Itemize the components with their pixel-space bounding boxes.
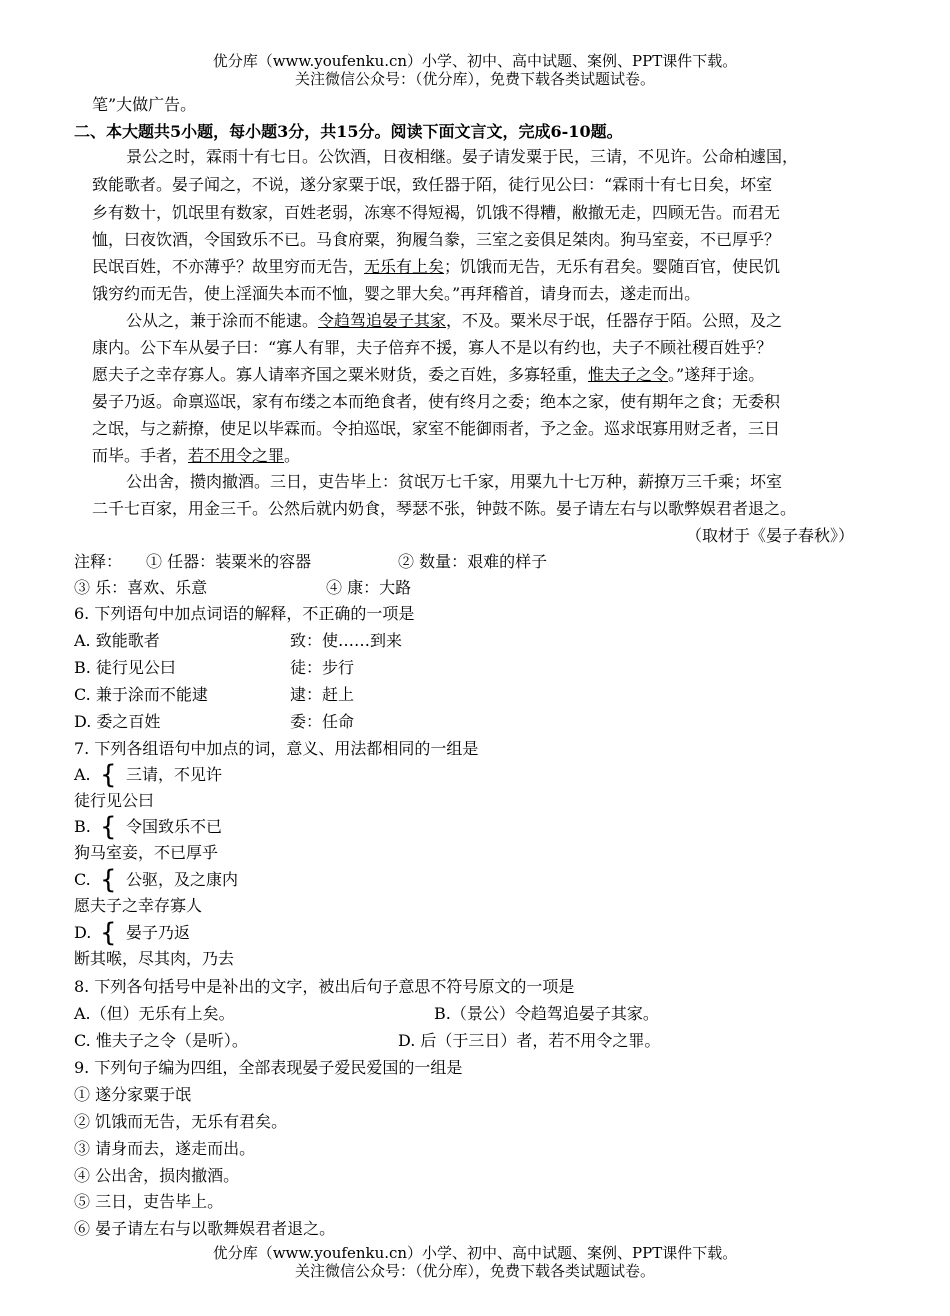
left-brace-icon: {: [100, 812, 117, 842]
passage-line: 公出舍，攒肉撤酒。三日，吏告毕上：贫氓万七千家，用粟九十七万种，薪撩万三千乘；坏室: [126, 472, 783, 491]
q7-d-sentence-1: 晏子乃返: [126, 923, 191, 942]
q7-option-a-letter: A.: [74, 765, 91, 784]
note-4: ④ 康：大路: [326, 578, 412, 597]
passage-source: （取材于《晏子春秋》）: [686, 526, 855, 545]
passage-line: [92, 365, 764, 385]
q7-stem: 7. 下列各组语句中加点的词，意义、用法都相同的一组是: [74, 739, 479, 758]
passage-line: [92, 446, 300, 466]
q7-a-sentence-1: 三请，不见许: [126, 765, 223, 784]
passage-text: 愿夫子之幸存寡人。寡人请率齐国之粟米财货，委之百姓，多寡轻重，: [92, 365, 589, 384]
footer-line-1: 优分库（www.youfenku.cn）小学、初中、高中试题、案例、PPT课件下载。: [212, 1244, 738, 1262]
q8-stem: 8. 下列各句括号中是补出的文字，被出后句子意思不符号原文的一项是: [74, 977, 575, 996]
q6-option-c: C. 兼于涂而不能逮: [74, 685, 208, 704]
passage-line: 致能歌者。晏子闻之，不说，遂分家粟于氓，致任器于陌，徒行见公曰：“霖雨十有七日矣，坏室: [92, 175, 773, 194]
passage-text: 而毕。手者，: [92, 446, 189, 465]
q7-a-sentence-2: 徒行见公曰: [74, 791, 155, 810]
passage-line: 康内。公下车从晏子曰：“寡人有罪，夫子倍弃不援，寡人不是以有约也，夫子不顾社稷百姓乎？: [92, 338, 773, 357]
q9-item-3: ③ 请身而去，遂走而出。: [74, 1139, 256, 1158]
q9-item-4: ④ 公出舍，损肉撤酒。: [74, 1166, 240, 1185]
passage-line: 晏子乃返。命禀巡氓，家有布缕之本而绝食者，使有终月之委；绝本之家，使有期年之食；无委积: [92, 392, 781, 411]
note-3: ③ 乐：喜欢、乐意: [74, 578, 208, 597]
passage-text: ，不及。粟米尽于氓，任器存于陌。公照，及之: [446, 311, 783, 330]
passage-line: 之氓，与之薪撩，使足以毕霖而。令拍巡氓，家室不能御雨者，予之金。巡求氓寡用财乏者，三日: [92, 419, 781, 438]
q8-option-b: B.（景公）令趋驾追晏子其家。: [434, 1004, 659, 1023]
q7-c-sentence-1: 公驱，及之康内: [126, 870, 239, 889]
q6-gloss-d: 委：任命: [290, 712, 355, 731]
q7-option-d-letter: D.: [74, 923, 92, 942]
underlined-phrase: 令趋驾追晏子其家: [318, 311, 447, 330]
note-1: ① 任器：装粟米的容器: [146, 552, 312, 571]
q8-option-c: C. 惟夫子之令（是听）。: [74, 1031, 248, 1050]
q7-option-b-letter: B.: [74, 817, 91, 836]
q6-option-b: B. 徒行见公曰: [74, 658, 176, 677]
left-brace-icon: {: [100, 760, 117, 790]
header-line-2: 关注微信公众号：（优分库），免费下载各类试题试卷。: [294, 70, 655, 88]
passage-line: 乡有数十，饥氓里有数家，百姓老弱，冻寒不得短褐，饥饿不得糟，敝撤无走，四顾无告。而君无: [92, 203, 781, 222]
q6-gloss-c: 逮：赶上: [290, 685, 355, 704]
header-line-1: 优分库（www.youfenku.cn）小学、初中、高中试题、案例、PPT课件下载。: [212, 52, 738, 70]
q9-item-2: ② 饥饿而无告，无乐有君矣。: [74, 1112, 288, 1131]
passage-line: 恤，曰夜饮酒，令国致乐不已。马食府粟，狗履刍豢，三室之妾俱足桀肉。狗马室妾，不已厚乎？: [92, 230, 781, 249]
passage-line: [92, 257, 780, 277]
q7-option-c-letter: C.: [74, 870, 91, 889]
q9-item-6: ⑥ 晏子请左右与以歌舞娱君者退之。: [74, 1219, 336, 1238]
notes-label: 注释：: [74, 552, 123, 571]
q7-b-sentence-1: 令国致乐不已: [126, 817, 223, 836]
passage-line: 饿穷约而无告，使上淫湎失本而不恤，婴之罪大矣。”再拜稽首，请身而去，遂走而出。: [92, 284, 701, 303]
passage-text: 。: [284, 446, 301, 465]
q7-d-sentence-2: 断其喉，尽其肉，乃去: [74, 949, 235, 968]
passage-text: 公从之，兼于涂而不能逮。: [126, 311, 319, 330]
passage-line: 二千七百家，用金三千。公然后就内奶食，琴瑟不张，钟鼓不陈。晏子请左右与以歌弊娱君者退之。: [92, 499, 797, 518]
passage-text: ；饥饿而无告，无乐有君矣。婴随百官，使民饥: [444, 257, 781, 276]
q8-option-d: D. 后（于三日）者，若不用令之罪。: [398, 1031, 661, 1050]
passage-text: 民氓百姓，不亦薄乎？故里穷而无告，: [92, 257, 365, 276]
note-2: ② 数量：艰难的样子: [398, 552, 548, 571]
q6-option-d: D. 委之百姓: [74, 712, 161, 731]
underlined-phrase: 惟夫子之令: [588, 365, 669, 384]
q7-b-sentence-2: 狗马室妾，不已厚乎: [74, 843, 219, 862]
left-brace-icon: {: [100, 865, 117, 895]
section-2-title: 二、本大题共5小题，每小题3分，共15分。阅读下面文言文，完成6-10题。: [74, 122, 623, 141]
passage-line: [126, 311, 782, 331]
q9-item-5: ⑤ 三日，吏告毕上。: [74, 1192, 224, 1211]
q6-gloss-b: 徒：步行: [290, 658, 355, 677]
footer-line-2: 关注微信公众号：（优分库），免费下载各类试题试卷。: [294, 1262, 655, 1280]
passage-text: 。”遂拜于途。: [668, 365, 765, 384]
carryover-text: 笔”大做广告。: [92, 95, 197, 114]
left-brace-icon: {: [100, 918, 117, 948]
q6-stem: 6. 下列语句中加点词语的解释，不正确的一项是: [74, 604, 415, 623]
q8-option-a: A.（但）无乐有上矣。: [74, 1004, 235, 1023]
underlined-phrase: 无乐有上矣: [364, 257, 445, 276]
passage-line: 景公之时，霖雨十有七日。公饮酒，日夜相继。晏子请发粟于民，三请，不见许。公命柏遽国，: [126, 147, 799, 166]
q9-stem: 9. 下列句子编为四组，全部表现晏子爱民爱国的一组是: [74, 1058, 463, 1077]
q7-c-sentence-2: 愿夫子之幸存寡人: [74, 896, 203, 915]
q6-gloss-a: 致：使……到来: [290, 631, 403, 650]
q9-item-1: ① 遂分家粟于氓: [74, 1085, 192, 1104]
q6-option-a: A. 致能歌者: [74, 631, 160, 650]
underlined-phrase: 若不用令之罪: [188, 446, 285, 465]
